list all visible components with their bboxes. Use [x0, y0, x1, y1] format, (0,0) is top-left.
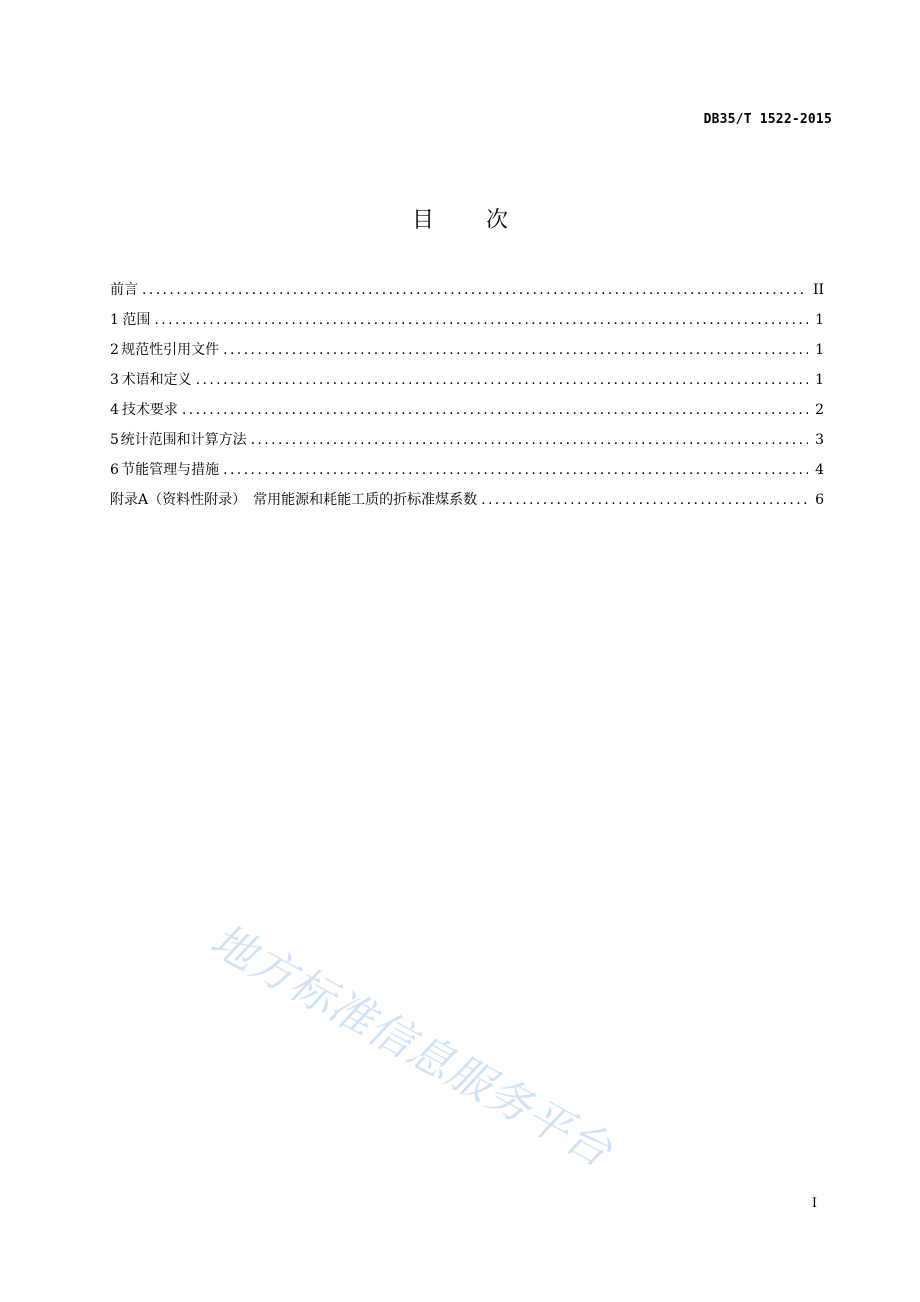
toc-entry-page: 1 [815, 342, 824, 358]
toc-entry-number: 3 [110, 372, 119, 388]
toc-entry-label: 附录A（资料性附录） 常用能源和耗能工质的折标准煤系数 [110, 492, 478, 508]
watermark: 地方标准信息服务平台 [201, 914, 621, 1178]
toc-leader-dots [223, 460, 808, 480]
toc-leader-dots [142, 280, 807, 300]
toc-entry-number: 4 [110, 402, 119, 418]
toc-title [0, 203, 920, 234]
toc-entry-energy-management[interactable] [110, 460, 824, 490]
toc-entry-page: 1 [815, 372, 824, 388]
document-code: DB35/T 1522-2015 [703, 112, 832, 127]
toc-entry-page: 2 [815, 402, 824, 418]
toc-entry-appendix-a[interactable] [110, 490, 824, 520]
toc-entry-statistical-scope[interactable] [110, 430, 824, 460]
toc-entry-number: 1 [110, 312, 119, 328]
toc-entry-terms-definitions[interactable] [110, 370, 824, 400]
toc-entry-page: 6 [815, 492, 824, 508]
toc-entry-label: 术语和定义 [121, 372, 192, 388]
toc-entry-normative-references[interactable] [110, 340, 824, 370]
toc-entry-number: 5 [110, 432, 119, 448]
toc-title-char-1: 目 [411, 208, 434, 233]
toc-leader-dots [196, 370, 808, 390]
toc-title-char-2: 次 [486, 208, 509, 233]
toc-leader-dots [182, 400, 808, 420]
toc-leader-dots [251, 430, 808, 450]
toc-entry-technical-requirements[interactable] [110, 400, 824, 430]
toc-entry-label: 前言 [110, 282, 138, 298]
toc-entry-number: 6 [110, 462, 119, 478]
toc-entry-label: 范围 [122, 312, 151, 328]
toc-entry-label: 规范性引用文件 [121, 342, 220, 358]
toc-entry-page: 4 [815, 462, 824, 478]
toc-entry-label: 统计范围和计算方法 [120, 432, 247, 448]
toc-entry-page: II [812, 282, 824, 298]
toc-entry-page: 3 [815, 432, 824, 448]
toc-entry-number: 2 [110, 342, 119, 358]
toc-leader-dots [481, 490, 808, 510]
page-number: I [811, 1196, 817, 1211]
toc-leader-dots [154, 310, 808, 330]
toc-entry-label: 节能管理与措施 [121, 462, 220, 478]
toc-entry-scope[interactable] [110, 310, 824, 340]
toc-entry-foreword[interactable] [110, 280, 824, 310]
toc-list [110, 280, 824, 520]
toc-leader-dots [223, 340, 808, 360]
toc-entry-label: 技术要求 [121, 402, 178, 418]
toc-entry-page: 1 [815, 312, 824, 328]
